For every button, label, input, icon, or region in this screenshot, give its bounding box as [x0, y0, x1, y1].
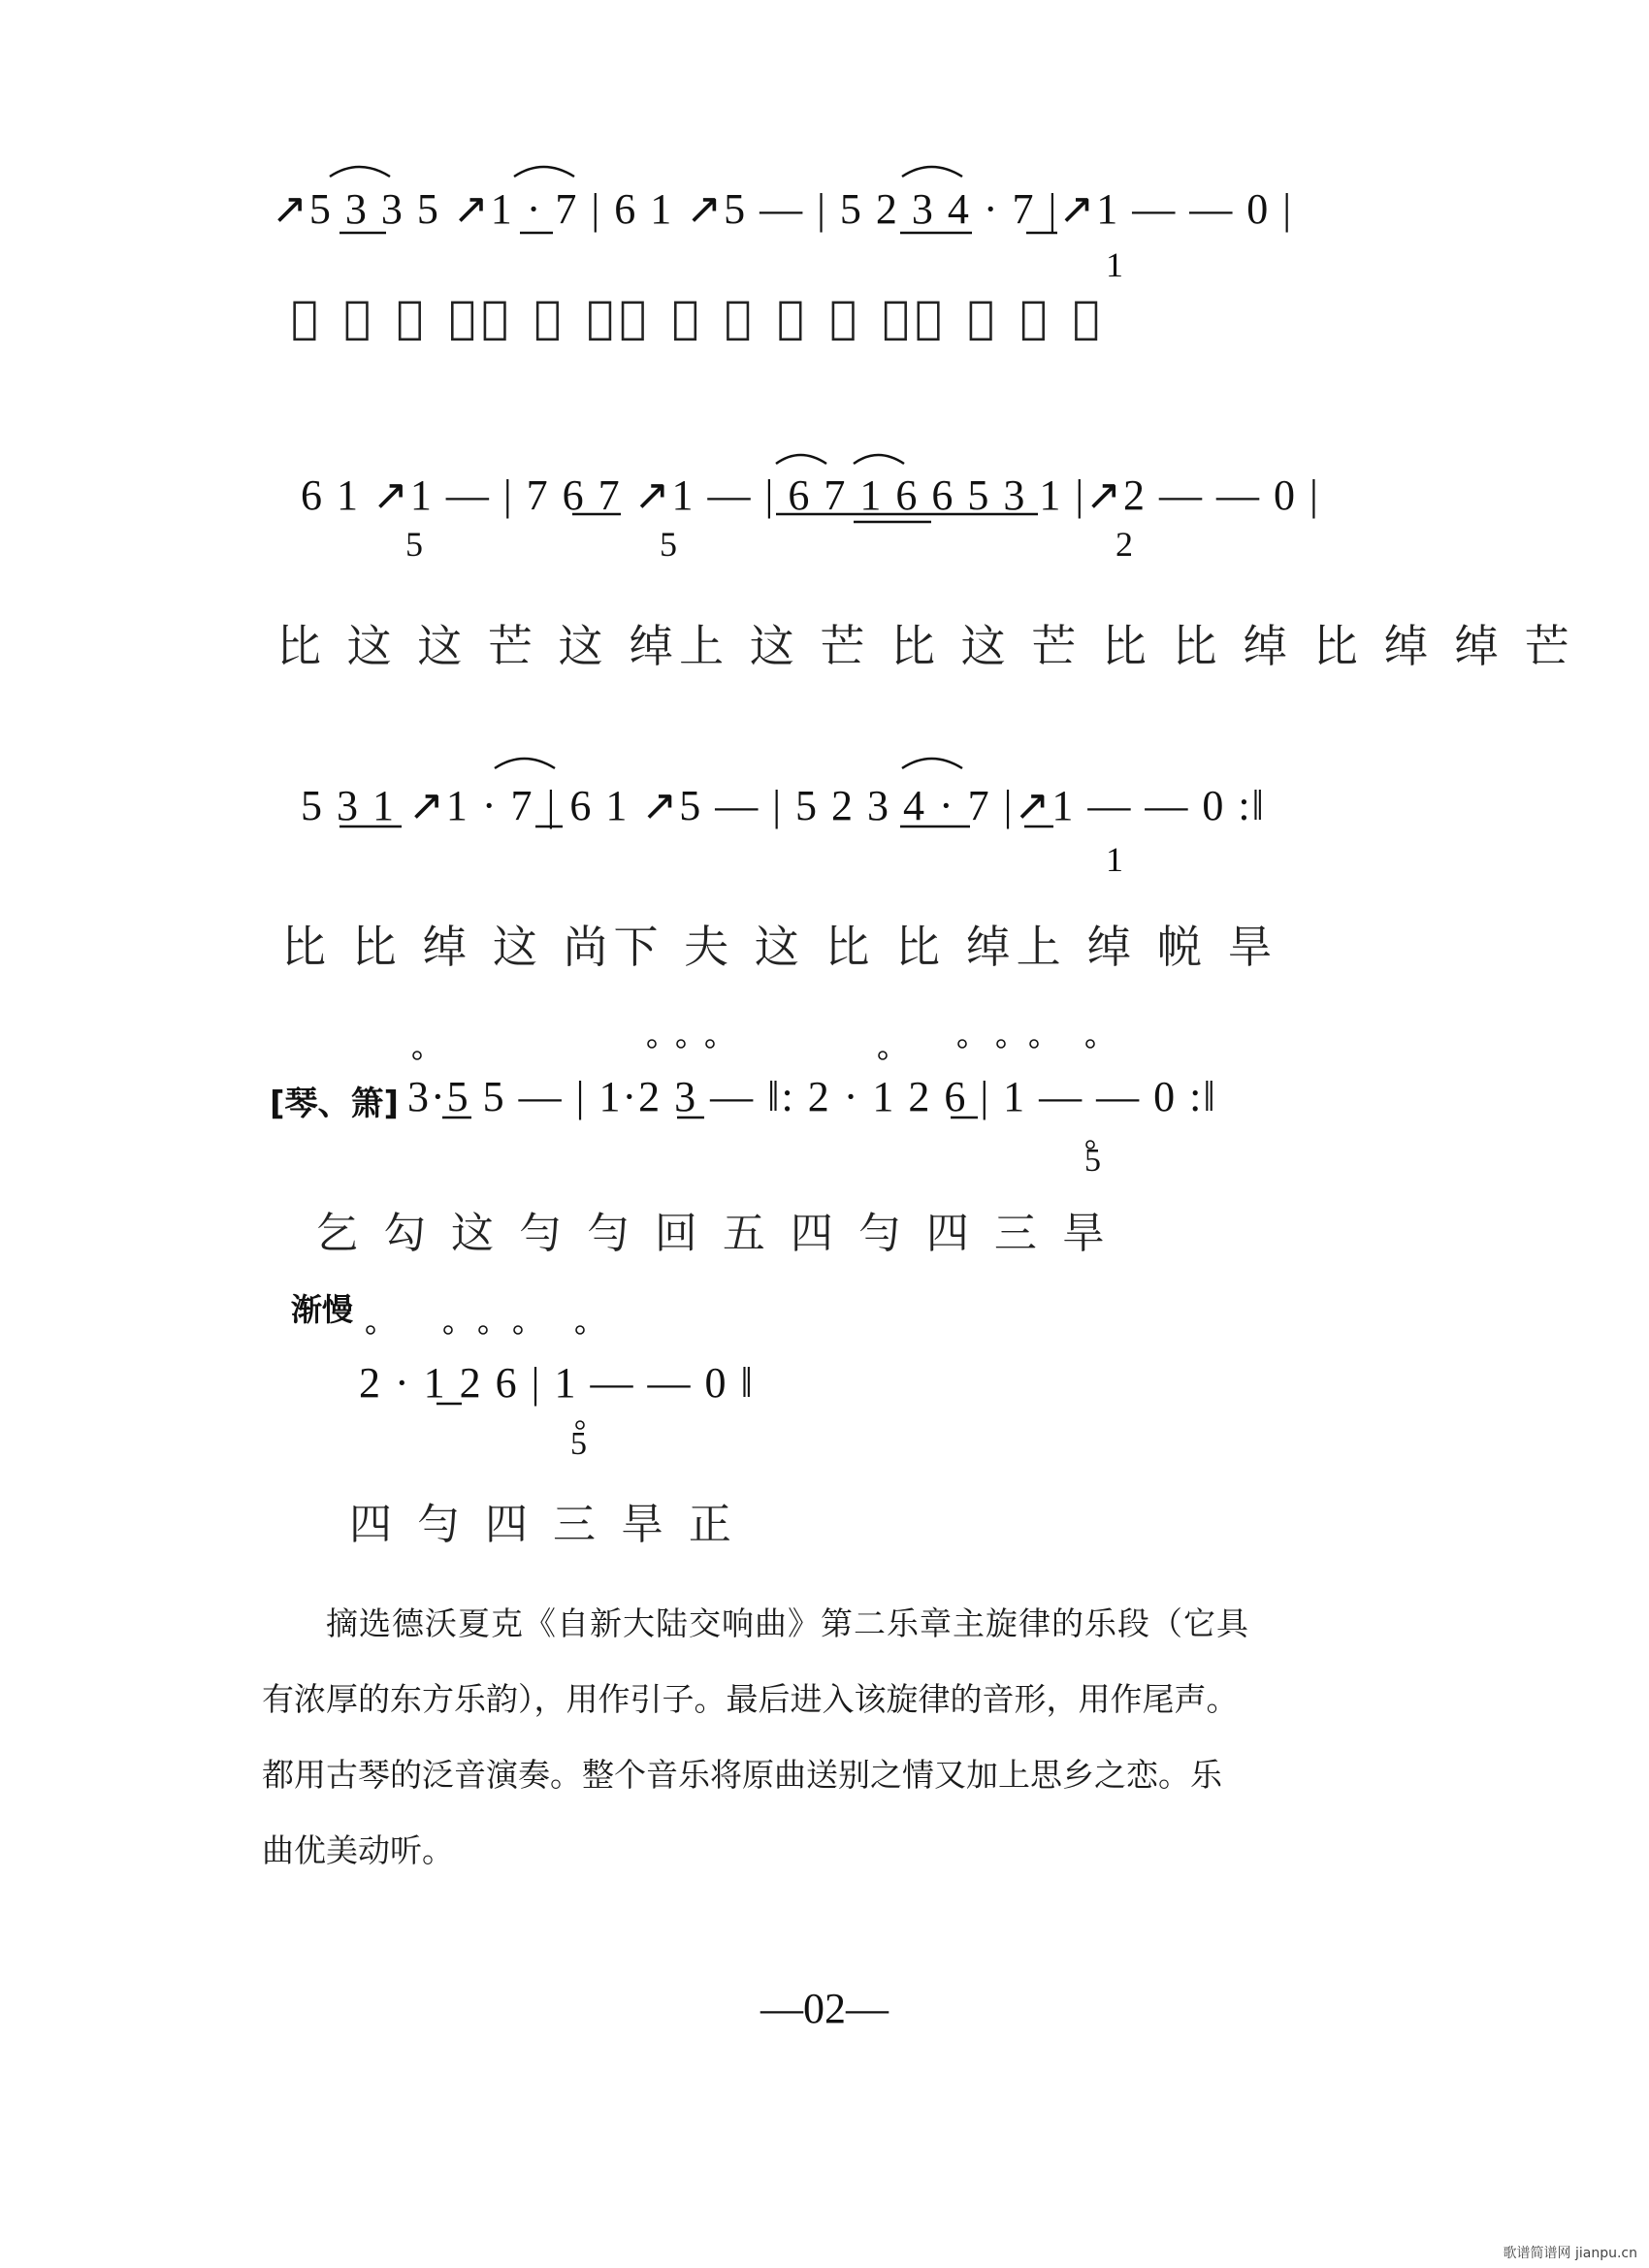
description-line-4: 曲优美动听。	[262, 1831, 454, 1869]
instrument-label: [琴、箫]	[270, 1085, 400, 1123]
harmonic-dots-row-5	[359, 1324, 941, 1450]
chord-row-4: 5	[1084, 1143, 1103, 1179]
tablature-row-3: 比 比 绰 这 尚下 夫 这 比 比 绰上 绰 帨 旱	[281, 921, 1278, 973]
watermark: 歌谱简谱网 jianpu.cn	[1503, 2246, 1637, 2261]
chord-row-5: 5	[570, 1426, 589, 1462]
chord-row-3: 1	[1106, 840, 1125, 879]
tablature-row-4: 乞 勾 这 勻 勻 回 五 四 勻 四 三 旱	[315, 1209, 1111, 1258]
jianpu-row-4: 3·5 5 — | 1·2 3 — ‖: 2 · 1 2 6 | 1 — — 0 :‖	[407, 1073, 1217, 1120]
slur-marks-row-3	[330, 747, 1300, 844]
chord-row-1: 1	[1106, 245, 1125, 284]
description-line-2: 有浓厚的东方乐韵），用作引子。最后进入该旋律的音形，用作尾声。	[262, 1680, 1239, 1718]
page-number: —02—	[760, 1985, 889, 2032]
tablature-row-5: 四 勻 四 三 旱 正	[349, 1500, 737, 1549]
jianpu-row-2: 6 1 ↗1 — | 7 6 7 ↗1 — | 6 7 1 6 6 5 3 1 |↗2 — — 0 |	[301, 471, 1320, 519]
description-paragraph	[262, 1586, 1358, 1889]
chord-row-2b: 5	[660, 525, 679, 564]
beam-marks-row-2	[543, 446, 1319, 543]
tablature-row-1: 𰀀 猱 勾 上七 这 尚下 夫 这 比 比 绰上 绰 帨 旱	[291, 291, 1106, 343]
tablature-row-2: 比 这 这 芒 这 绰上 这 芒 比 这 芒 比 比 绰 比 绰 绰 芒	[276, 620, 1575, 672]
harmonic-dots-row-4	[407, 1038, 1280, 1164]
chord-row-2c: 2	[1116, 525, 1135, 564]
jianpu-row-3: 5 3 1 ↗1 · 7 | 6 1 ↗5 — | 5 2 3 4 · 7 |↗1 — — 0 :‖	[301, 782, 1266, 829]
jianpu-row-1: ↗5 3 3 5 ↗1 · 7 | 6 1 ↗5 — | 5 2 3 4 · 7 |↗1 — — 0 |	[272, 185, 1294, 233]
slur-marks-row-1	[320, 155, 1290, 262]
jianpu-row-5: 2 · 1 2 6 | 1 — — 0 ‖	[359, 1359, 755, 1407]
description-line-1: 摘选德沃夏克《自新大陆交响曲》第二乐章主旋律的乐段（它具	[326, 1604, 1249, 1642]
description-line-3: 都用古琴的泛音演奏。整个音乐将原曲送别之情又加上思乡之恋。乐	[262, 1756, 1222, 1794]
tempo-marking: 渐慢	[291, 1291, 354, 1328]
chord-row-2a: 5	[405, 525, 425, 564]
